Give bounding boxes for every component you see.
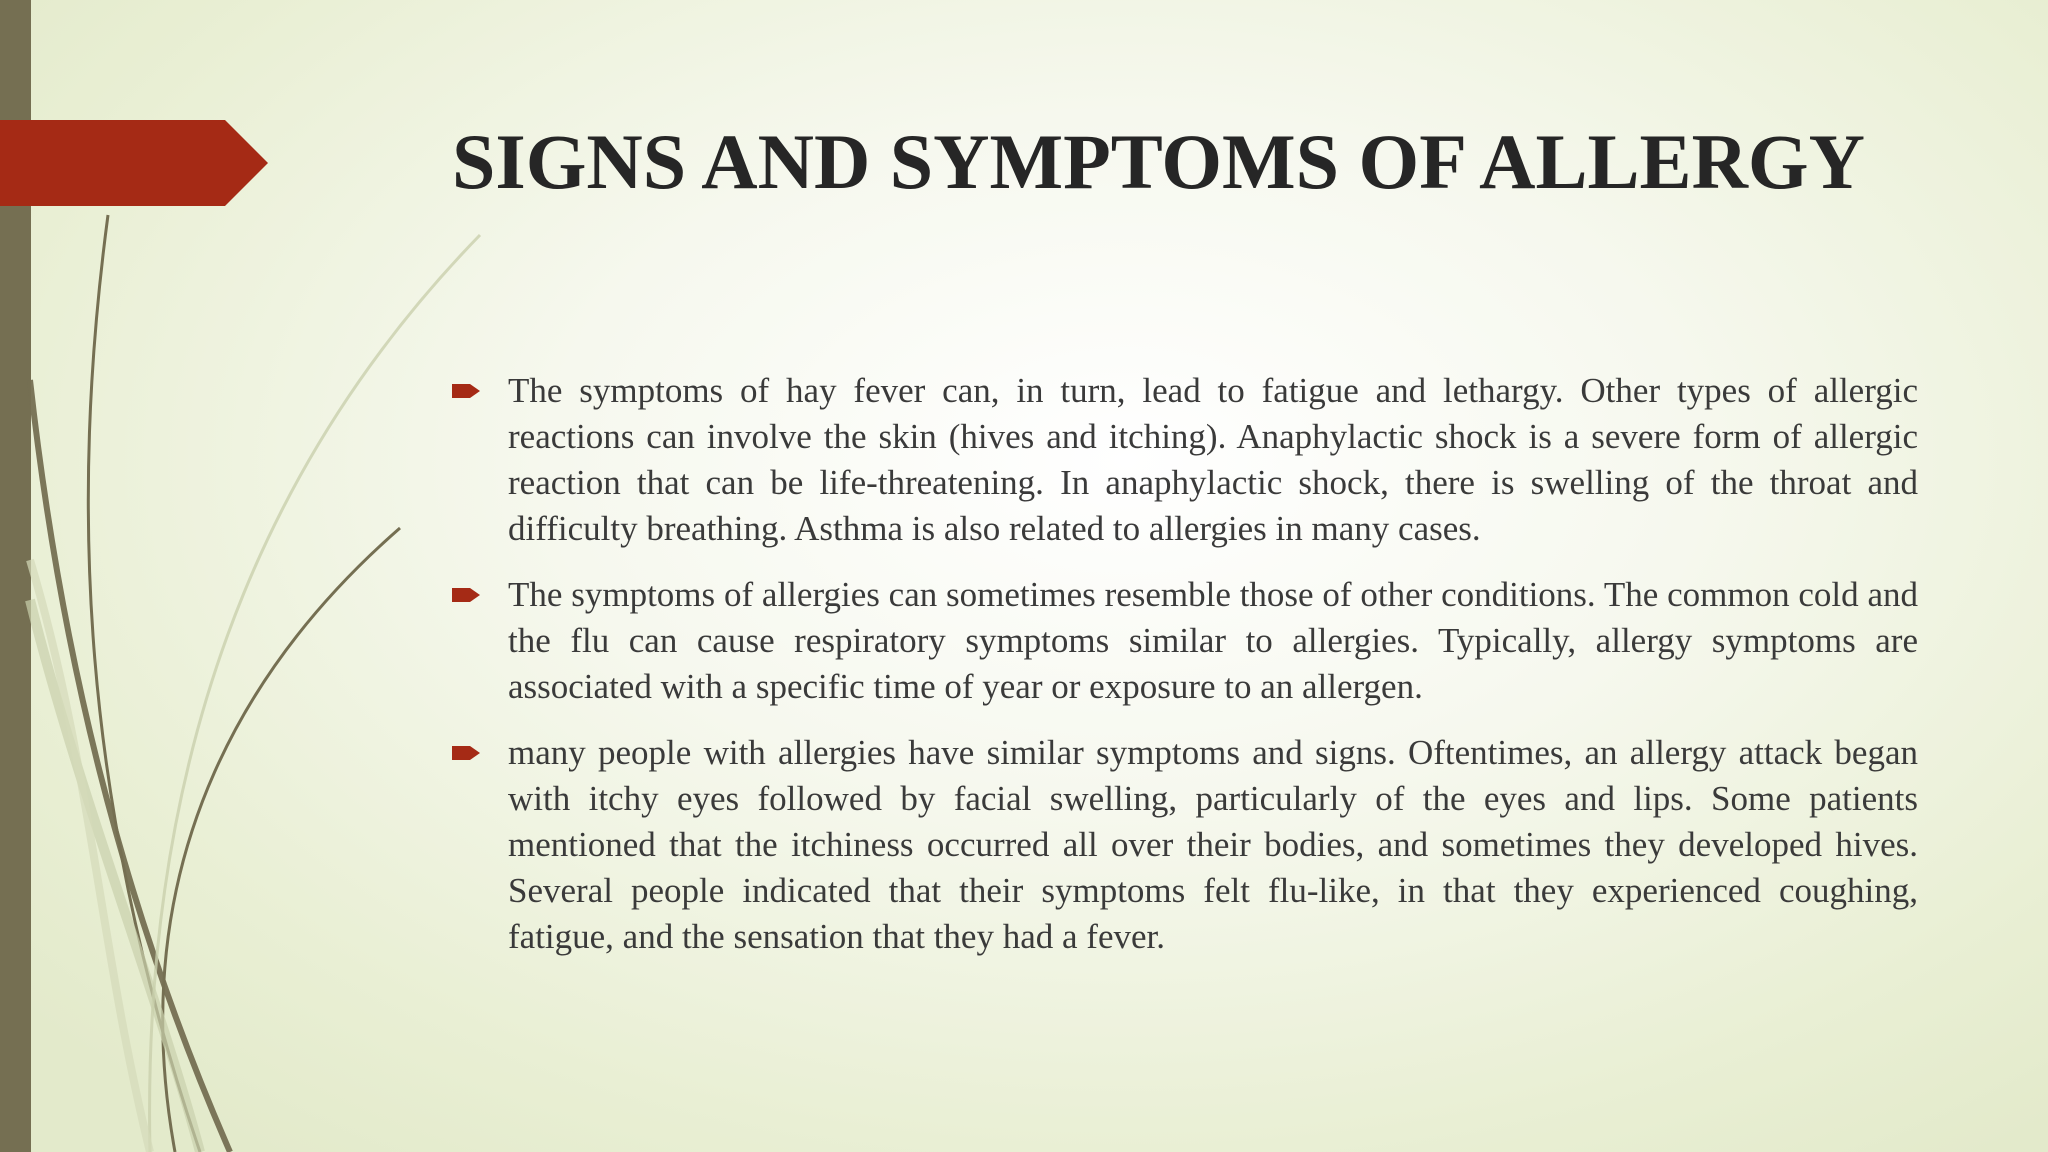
bullet-item-2 bbox=[452, 572, 1918, 710]
arrow-bullet-icon bbox=[452, 742, 482, 764]
bullet-text: The symptoms of allergies can sometimes resemble those of other conditions. The common cold and the flu can cause respiratory symptoms similar to allergies. Typically, allergy symptoms are associated with a specific time of year or exposure to an allergen. bbox=[508, 575, 1918, 706]
slide-title: SIGNS AND SYMPTOMS OF ALLERGY bbox=[452, 118, 1865, 205]
arrow-bullet-icon bbox=[452, 584, 482, 606]
bullet-item-1 bbox=[452, 368, 1918, 552]
bullet-text: The symptoms of hay fever can, in turn, lead to fatigue and lethargy. Other types of allergic reactions can involve the skin (hives and itching). Anaphylactic shock is a severe form of allergic reaction that can be life-threatening. In anaphylactic shock, there is swelling of the throat and difficulty breathing. Asthma is also related to allergies in many cases. bbox=[508, 371, 1918, 548]
bullet-list bbox=[452, 368, 1918, 980]
arrow-bullet-icon bbox=[452, 380, 482, 402]
bullet-item-3 bbox=[452, 730, 1918, 960]
bullet-text: many people with allergies have similar symptoms and signs. Oftentimes, an allergy attack began with itchy eyes followed by facial swelling, particularly of the eyes and lips. Some patients mentioned that the itchiness occurred all over their bodies, and sometimes they developed hives. Several people indicated that their symptoms felt flu-like, in that they experienced coughing, fatigue, and the sensation that they had a fever. bbox=[508, 733, 1918, 956]
title-arrow-banner bbox=[0, 120, 270, 206]
